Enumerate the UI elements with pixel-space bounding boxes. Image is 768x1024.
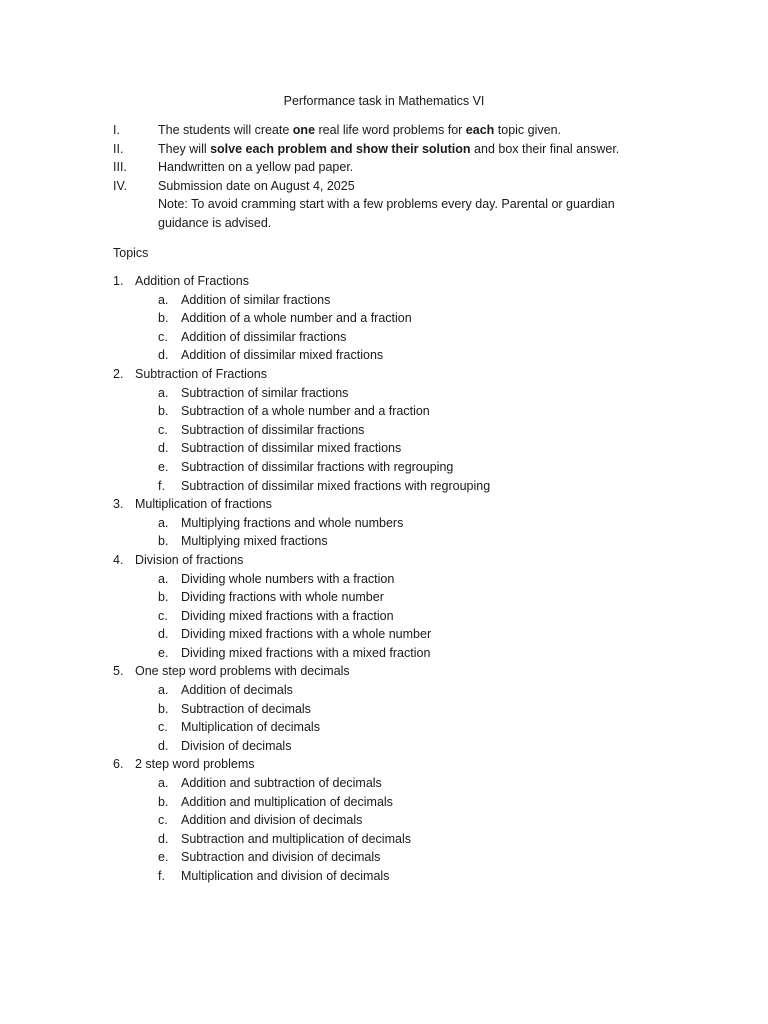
topic-item [113,755,673,774]
subtopic-label: Subtraction of a whole number and a fraction [181,404,430,419]
subtopic-item [113,402,673,421]
subtopic-letter: e. [158,459,169,474]
subtopic-label: Addition of dissimilar mixed fractions [181,348,384,363]
topic-number: 4. [113,552,124,567]
subtopic-item [113,681,673,700]
subtopic-label: Subtraction and division of decimals [181,850,381,865]
subtopic-letter: c. [158,813,168,828]
subtopic-item [113,477,673,496]
subtopic-label: Multiplication of decimals [181,720,320,735]
topic-number: 6. [113,757,124,772]
topic-number: 2. [113,366,124,381]
subtopic-letter: c. [158,608,168,623]
instruction-note: Note: To avoid cramming start with a few problems every day. Parental or guardian guidance is advised. [158,197,615,230]
subtopic-item [113,291,673,310]
topic-label: Addition of Fractions [135,274,249,288]
subtopic-letter: f. [158,869,165,883]
subtopic-item [113,532,673,551]
subtopic-letter: b. [158,534,169,549]
instruction-text [158,121,658,140]
subtopic-item [113,421,673,440]
subtopic-item [113,718,673,737]
instruction-number: II. [113,141,124,156]
subtopic-letter: a. [158,571,169,586]
subtopic-letter: c. [158,422,168,437]
subtopic-letter: f. [158,478,165,493]
topic-item [113,495,673,514]
subtopic-item [113,737,673,756]
subtopic-letter: d. [158,627,169,642]
subtopic-letter: c. [158,329,168,344]
subtopic-label: Dividing mixed fractions with a mixed fraction [181,645,431,660]
subtopic-label: Addition and subtraction of decimals [181,776,382,791]
subtopic-label: Subtraction of dissimilar mixed fractions with regrouping [181,478,491,493]
subtopic-item [113,700,673,719]
topic-item [113,662,673,681]
instruction-number: I. [113,123,120,137]
subtopic-label: Dividing mixed fractions with a whole number [181,627,432,642]
subtopic-letter: b. [158,794,169,809]
subtopic-label: Dividing whole numbers with a fraction [181,571,395,586]
instruction-number: IV. [113,178,128,193]
subtopic-label: Subtraction of decimals [181,701,311,716]
topic-number: 3. [113,497,124,512]
instruction-emphasis: each [465,123,495,137]
topics-list [113,272,673,886]
subtopic-label: Multiplication and division of decimals [181,869,390,883]
subtopic-label: Addition of similar fractions [181,292,331,307]
subtopic-label: Dividing mixed fractions with a fraction [181,608,394,623]
topic-label: Subtraction of Fractions [135,366,268,381]
subtopic-letter: b. [158,311,169,326]
instruction-text-part: They will [158,141,211,156]
instruction-number: III. [113,160,127,175]
subtopic-label: Multiplying fractions and whole numbers [181,515,404,530]
subtopic-item [113,793,673,812]
subtopic-letter: a. [158,385,169,400]
document-title: Performance task in Mathematics VI [283,94,485,108]
instruction-text: Submission date on August 4, 2025 [158,178,355,193]
subtopic-label: Addition and division of decimals [181,813,363,828]
subtopic-item [113,867,673,886]
subtopic-label: Subtraction of dissimilar mixed fractions [181,441,402,456]
subtopic-item [113,607,673,626]
subtopic-label: Multiplying mixed fractions [181,534,328,549]
instruction-emphasis: one [292,123,316,137]
instruction-item [113,177,658,196]
subtopic-letter: a. [158,683,169,698]
instruction-text: Handwritten on a yellow pad paper. [158,160,354,175]
topic-item [113,272,673,291]
instruction-item [113,121,658,140]
topic-item [113,551,673,570]
subtopic-letter: d. [158,348,169,363]
subtopic-item [113,588,673,607]
subtopic-letter: d. [158,738,169,753]
subtopic-item [113,384,673,403]
instruction-text-part: topic given. [494,123,562,137]
instruction-text [158,140,658,159]
topic-number: 1. [113,274,124,288]
instruction-text-part: and box their final answer. [470,141,620,156]
instruction-item [113,158,658,177]
subtopic-item [113,625,673,644]
subtopic-letter: d. [158,441,169,456]
subtopic-letter: c. [158,720,168,735]
subtopic-letter: b. [158,404,169,419]
subtopic-letter: e. [158,645,169,660]
topic-label: 2 step word problems [135,757,255,772]
topic-label: Multiplication of fractions [135,497,272,512]
subtopic-item [113,514,673,533]
subtopic-item [113,346,673,365]
topic-number: 5. [113,664,124,679]
subtopic-item [113,328,673,347]
subtopic-label: Addition of a whole number and a fraction [181,311,412,326]
subtopic-letter: b. [158,590,169,605]
subtopic-item [113,458,673,477]
instruction-emphasis: solve each problem and show their solution [210,141,471,156]
topic-item [113,365,673,384]
subtopic-letter: a. [158,292,169,307]
subtopic-item [113,644,673,663]
subtopic-label: Addition of decimals [181,683,293,698]
subtopic-label: Subtraction of similar fractions [181,385,349,400]
subtopic-letter: a. [158,515,169,530]
subtopic-item [113,309,673,328]
subtopic-item [113,830,673,849]
subtopic-label: Subtraction of dissimilar fractions [181,422,365,437]
subtopic-item [113,570,673,589]
topic-label: Division of fractions [135,552,244,567]
subtopic-letter: d. [158,831,169,846]
topic-label: One step word problems with decimals [135,664,350,679]
subtopic-letter: b. [158,701,169,716]
instruction-text-part: The students will create [158,123,293,137]
subtopic-label: Addition of dissimilar fractions [181,329,347,344]
subtopic-letter: a. [158,776,169,791]
instruction-item [113,140,658,159]
subtopic-item [113,848,673,867]
instructions-list [113,121,658,233]
subtopic-letter: e. [158,850,169,865]
subtopic-item [113,774,673,793]
subtopic-label: Subtraction and multiplication of decimals [181,831,411,846]
subtopic-label: Addition and multiplication of decimals [181,794,393,809]
subtopic-item [113,811,673,830]
subtopic-label: Subtraction of dissimilar fractions with regrouping [181,459,454,474]
subtopic-label: Dividing fractions with whole number [181,590,384,605]
topics-heading: Topics [113,246,149,260]
instruction-text-part: real life word problems for [315,123,466,137]
subtopic-item [113,439,673,458]
subtopic-label: Division of decimals [181,738,292,753]
